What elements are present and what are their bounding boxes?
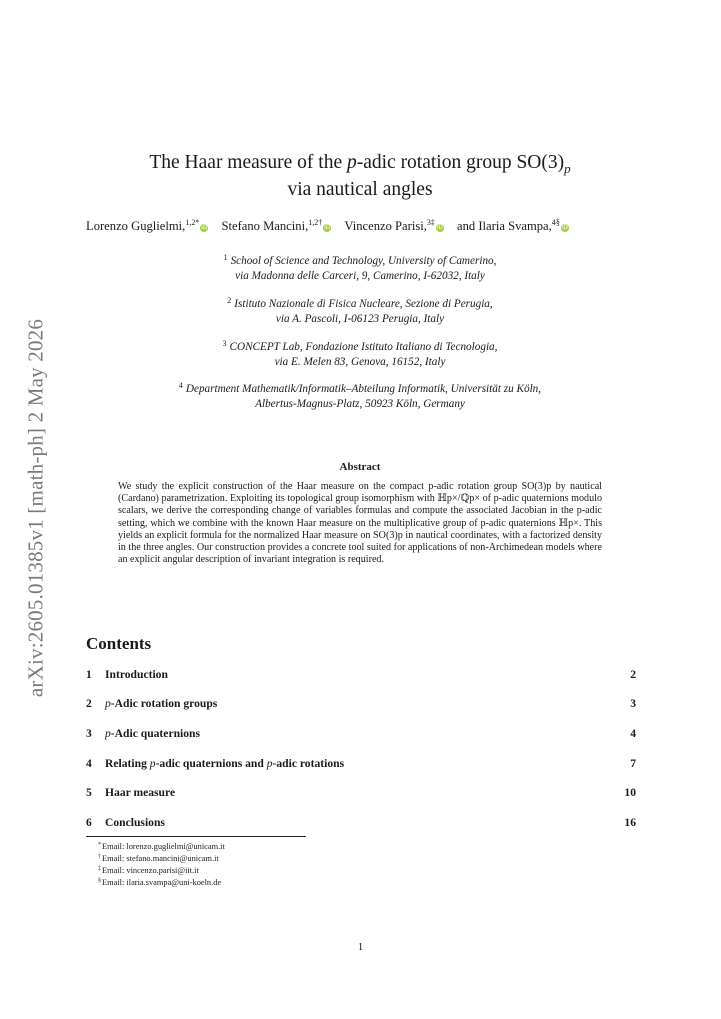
- affiliation: $^4$ Department Mathematik/Informatik–Abteilung Informatik, Universität zu Köln, Albertus-Magnus-Platz, 50923 Köln, Germany: [178, 381, 542, 410]
- toc-title: p-Adic quaternions: [105, 727, 201, 740]
- toc-number: 5: [86, 786, 92, 799]
- toc-title: p-Adic rotation groups: [105, 697, 218, 710]
- contents-heading: Contents: [86, 634, 152, 653]
- toc-number: 6: [86, 816, 92, 829]
- paper-title-line-1: The Haar measure of the p-adic rotation group $SO(3)_p$: [149, 152, 571, 176]
- affiliation: $^2$ Istituto Nazionale di Fisica Nucleare, Sezione di Perugia, via A. Pascoli, I-06123 Perugia, Italy: [227, 296, 493, 325]
- footnote: †Email: stefano.mancini@unicam.it: [98, 854, 219, 863]
- abstract-heading: Abstract: [339, 461, 381, 473]
- toc-title: Conclusions: [105, 816, 165, 829]
- toc-page: 16: [624, 816, 636, 829]
- toc-title: Relating p-adic quaternions and p-adic rotations: [105, 757, 345, 770]
- footnote: ‡Email: vincenzo.parisi@iit.it: [98, 866, 199, 875]
- paper-title-line-2: via nautical angles: [287, 179, 433, 200]
- toc-title: Haar measure: [105, 786, 176, 799]
- author-list: [86, 218, 686, 234]
- author: Vincenzo Parisi,$^{3\ddagger}$iD: [344, 218, 444, 233]
- footnote-rule: [86, 836, 306, 837]
- author: Lorenzo Guglielmi,$^{1,2*}$iD: [86, 218, 208, 233]
- arxiv-identifier: arXiv:2605.01385v1 [math-ph] 2 May 2026: [23, 318, 48, 698]
- toc-number: 1: [86, 668, 92, 681]
- abstract-text: We study the explicit construction of the Haar measure on the compact p-adic rotation group SO(3)p by nautical (Cardano) parametrization. Exploiting its topological group isomorphism with ℍp×/ℚp× of p-adic quaternions modulo scalars, we derive the corresponding change of variables formulas and compute the associated Jacobian in the p-adic setting, which we combine with the known Haar measure on the multiplicative group of p-adic quaternions ℍp×. This yields an explicit formula for the normalized Haar measure on SO(3)p in nautical coordinates, with a factorized density in the three angles. Our construction provides a concrete tool suited for applications of non-Archimedean models where an explicit angular description of invariant integration is required.: [118, 481, 602, 566]
- author: Stefano Mancini,$^{1,2\dagger}$iD: [221, 218, 331, 233]
- orcid-icon[interactable]: iD: [324, 224, 331, 231]
- toc-number: 2: [86, 697, 92, 710]
- toc-page: 2: [630, 668, 636, 681]
- toc-page: 4: [630, 727, 636, 740]
- footnote: §Email: ilaria.svampa@uni-koeln.de: [98, 878, 222, 887]
- toc-title: Introduction: [105, 668, 168, 681]
- toc-number: 4: [86, 757, 92, 770]
- author: and Ilaria Svampa,$^{4\S}$iD: [457, 218, 568, 233]
- toc-page: 7: [630, 757, 636, 770]
- toc-number: 3: [86, 727, 92, 740]
- toc-page: 10: [624, 786, 636, 799]
- arxiv-side-stamp: [20, 288, 52, 728]
- footnote: *Email: lorenzo.guglielmi@unicam.it: [98, 842, 225, 851]
- orcid-icon[interactable]: iD: [436, 224, 444, 231]
- page-number: 1: [357, 941, 364, 953]
- toc-page: 3: [630, 697, 636, 710]
- affiliation: $^1$ School of Science and Technology, University of Camerino, via Madonna delle Carceri, 9, Camerino, I-62032, Italy: [223, 253, 497, 282]
- orcid-icon[interactable]: iD: [201, 224, 208, 231]
- affiliation: $^3$ CONCEPT Lab, Fondazione Istituto Italiano di Tecnologia, via E. Melen 83, Genova, 16152, Italy: [222, 339, 498, 368]
- orcid-icon[interactable]: iD: [561, 224, 568, 231]
